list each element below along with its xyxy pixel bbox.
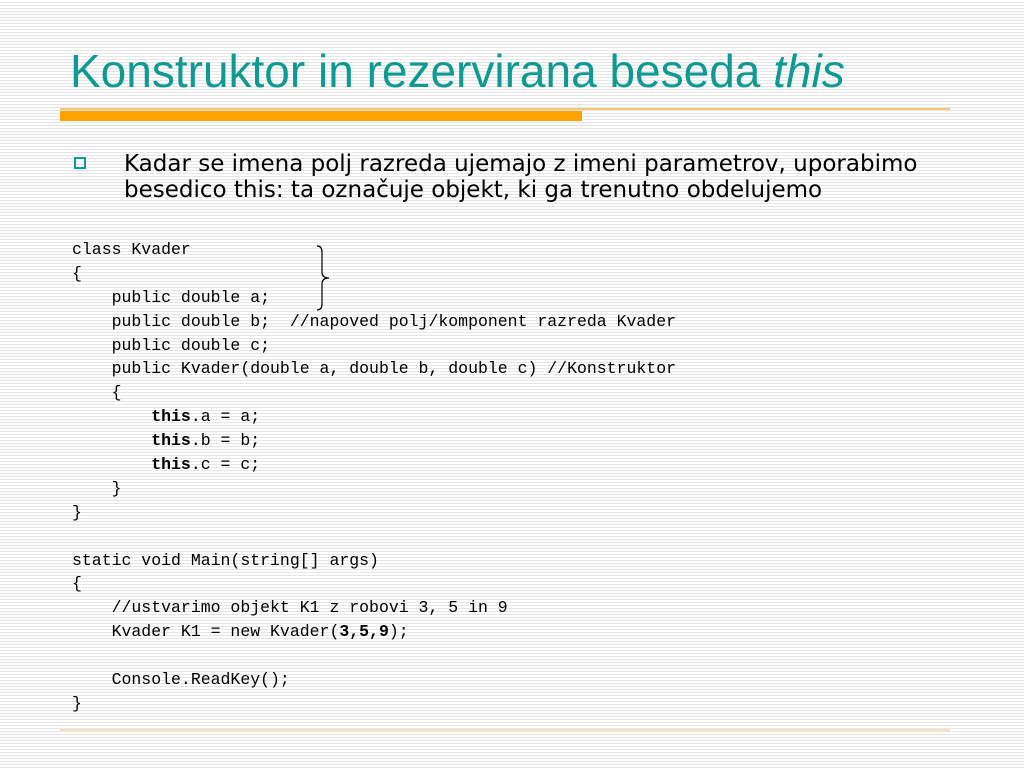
code-line: [72, 525, 676, 549]
code-line: class Kvader: [72, 240, 191, 259]
code-line: Console.ReadKey();: [72, 670, 290, 690]
code-line: public double b; //napoved polj/komponent razreda Kvader: [72, 311, 676, 331]
code-line: this.b = b;: [151, 431, 261, 451]
code-line: public Kvader(double a, double b, double c) //Konstruktor: [72, 359, 676, 379]
title-divider-line: [60, 108, 950, 110]
code-line: [72, 644, 676, 668]
title-accent-bar: [60, 111, 582, 121]
code-line: }: [72, 502, 82, 522]
code-line: public double c;: [72, 335, 271, 355]
right-brace-icon: [314, 244, 336, 312]
code-line: {: [72, 383, 122, 403]
slide-title-main: Konstruktor in rezervirana beseda: [70, 45, 774, 97]
code-line: }: [72, 478, 122, 498]
code-block: [72, 238, 676, 716]
code-line: }: [72, 693, 82, 713]
hollow-square-bullet-icon: [74, 157, 86, 169]
footer-divider-line: [60, 729, 950, 731]
code-line: this.a = a;: [151, 407, 261, 427]
slide-title-keyword: this: [773, 45, 845, 97]
code-line: {: [72, 263, 82, 283]
bullet-text: Kadar se imena polj razreda ujemajo z imeni parametrov, uporabimo besedico this: ta označuje objekt, ki ga trenutno obdelujemo: [124, 151, 918, 203]
code-line: //ustvarimo objekt K1 z robovi 3, 5 in 9: [72, 598, 508, 618]
code-line: {: [72, 574, 82, 594]
code-line: public double a;: [72, 287, 271, 307]
code-line: Kvader K1 = new Kvader(3,5,9);: [72, 622, 409, 642]
code-line: this.c = c;: [151, 455, 261, 475]
slide-title: [70, 42, 845, 100]
code-line: static void Main(string[] args): [72, 550, 379, 570]
